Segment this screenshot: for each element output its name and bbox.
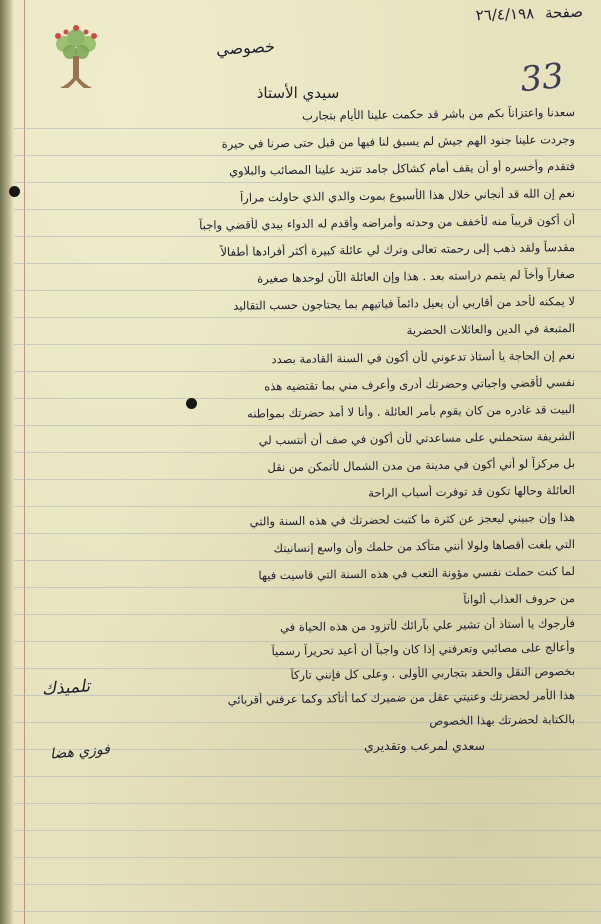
salutation: سيدي الأستاذ [256,84,340,102]
ruled-line [14,344,601,345]
body-line: نعم إن الله قد أنجاني خلال هذا الأسبوع بموت والدي الذي حاولت مراراً [239,186,576,205]
ruled-line [14,452,601,453]
tree-logo-icon [46,22,106,94]
body-line: وأعالج على مصائبي وتعرفني إذا كان واجباً أن أعيد تحريراً رسمياً [271,640,576,659]
page-label: صفحة [544,2,584,23]
body-line: بالكتابة لحضرتك بهذا الخصوص [429,712,576,729]
confidential-mark: خصوصي [215,36,276,59]
body-line: سعدنا واعتزاناً بكم من باشر قد حكمت علينا الأيام بتجارب [301,105,576,123]
ruled-line [14,587,601,588]
closing-line: سعدي لمرعب وتقديري [363,738,485,753]
punch-hole [9,186,20,197]
ruled-line [14,911,601,912]
ruled-line [14,884,601,885]
ruled-line [14,803,601,804]
ruled-line [14,425,601,426]
ruled-line [14,182,601,183]
body-line: هذا الأمر لحضرتك وعنيتي عقل من ضميرك كما أتأكد وكما عرفني أقربائي [227,688,576,707]
ruled-line [14,155,601,156]
body-line: فتقدم وأخسره أو أن يقف أمام كشاكل جامد تتزيد علينا المصائب والبلاوي [228,159,576,178]
date-text: ٢٦/٤/١٩٨ [475,4,535,25]
body-line: الشريفة ستحملني على مساعدتي لأن أكون في صف أن أنتسب لي [258,429,576,448]
body-line: المتبعة في الدين والعائلات الحضرية [406,321,576,338]
ruled-line [14,398,601,399]
body-line: نفسي لأقضي واجباتي وحضرتك أدرى وأعرف مني بما تقتضيه هذه [264,375,576,394]
ruled-line [14,371,601,372]
margin-line [24,0,25,924]
body-line: نعم إن الحاجة يا أستاذ تدعوني لأن أكون في السنة القادمة بصدد [271,348,576,367]
signature: تلميذك [41,676,91,700]
page-number: 33 [518,55,566,101]
body-line: البيت قد غادره من كان يقوم بأمر العائلة . وأنا لا أمد حضرتك بمواطنه [247,402,576,421]
body-line: صغاراً وأخاً لم يتمم دراسته بعد . هذا وإن العائلة الآن لوحدها صغيرة [257,267,576,286]
binding-edge [0,0,14,924]
ruled-line [14,506,601,507]
ruled-line [14,263,601,264]
ruled-line [14,128,601,129]
ruled-line [14,614,601,615]
ruled-line [14,830,601,831]
ruled-line [14,776,601,777]
body-line: وجردت علينا جنود الهم جيش لم يسبق لنا فيها من قبل حتى صرنا في حيرة [221,132,576,151]
ruled-line [14,479,601,480]
header-date [393,3,584,28]
body-line: لا يمكنه لأحد من أقاربي أن يعيل دائماً فياتيهم بما يحتاجون حسب التقاليد [233,294,576,313]
body-line: التي بلغت أقصاها ولولا أنني متأكد من حلمك وأن واسع إنسانيتك [273,537,576,556]
ruled-line [14,290,601,291]
body-line: مقدساً ولقد ذهب إلى رحمته تعالى وترك لي عائلة كبيرة أكثر أفرادها أطفالاً [220,240,576,259]
ruled-line [14,317,601,318]
body-line: العائلة وحالها تكون قد توفرت أسباب الراحة [368,483,576,500]
ruled-line [14,560,601,561]
ruled-line [14,209,601,210]
body-line: لما كنت حملت نفسي مؤونة التعب في هذه السنة التي قاسيت فيها [258,564,576,583]
ruled-line [14,236,601,237]
body-line: هذا وإن جبيني ليعجز عن كثرة ما كتبت لحضرتك في هذه السنة والتي [249,510,576,529]
ruled-line [14,857,601,858]
body-line: أن أكون قريباً منه لأخفف من وحدته وأمراضه وأقدم له الدواء بيدي لأقضي واجباً [199,213,576,233]
body-line: بخصوص النقل والحقد بتجاربي الأولى . وعلى كل فإنني تاركاً [290,664,576,682]
sender-name: فوزي هضا [49,741,111,763]
body-line: فأرجوك يا أستاذ أن تشير علي بآرائك لأتزود من هذه الحياة في [280,616,576,635]
body-line: بل مركزاً لو أني أكون في مدينة من مدن الشمال لأتمكن من نقل [267,456,576,475]
body-line: من حروف العذاب ألواناً [463,591,576,607]
ruled-line [14,533,601,534]
